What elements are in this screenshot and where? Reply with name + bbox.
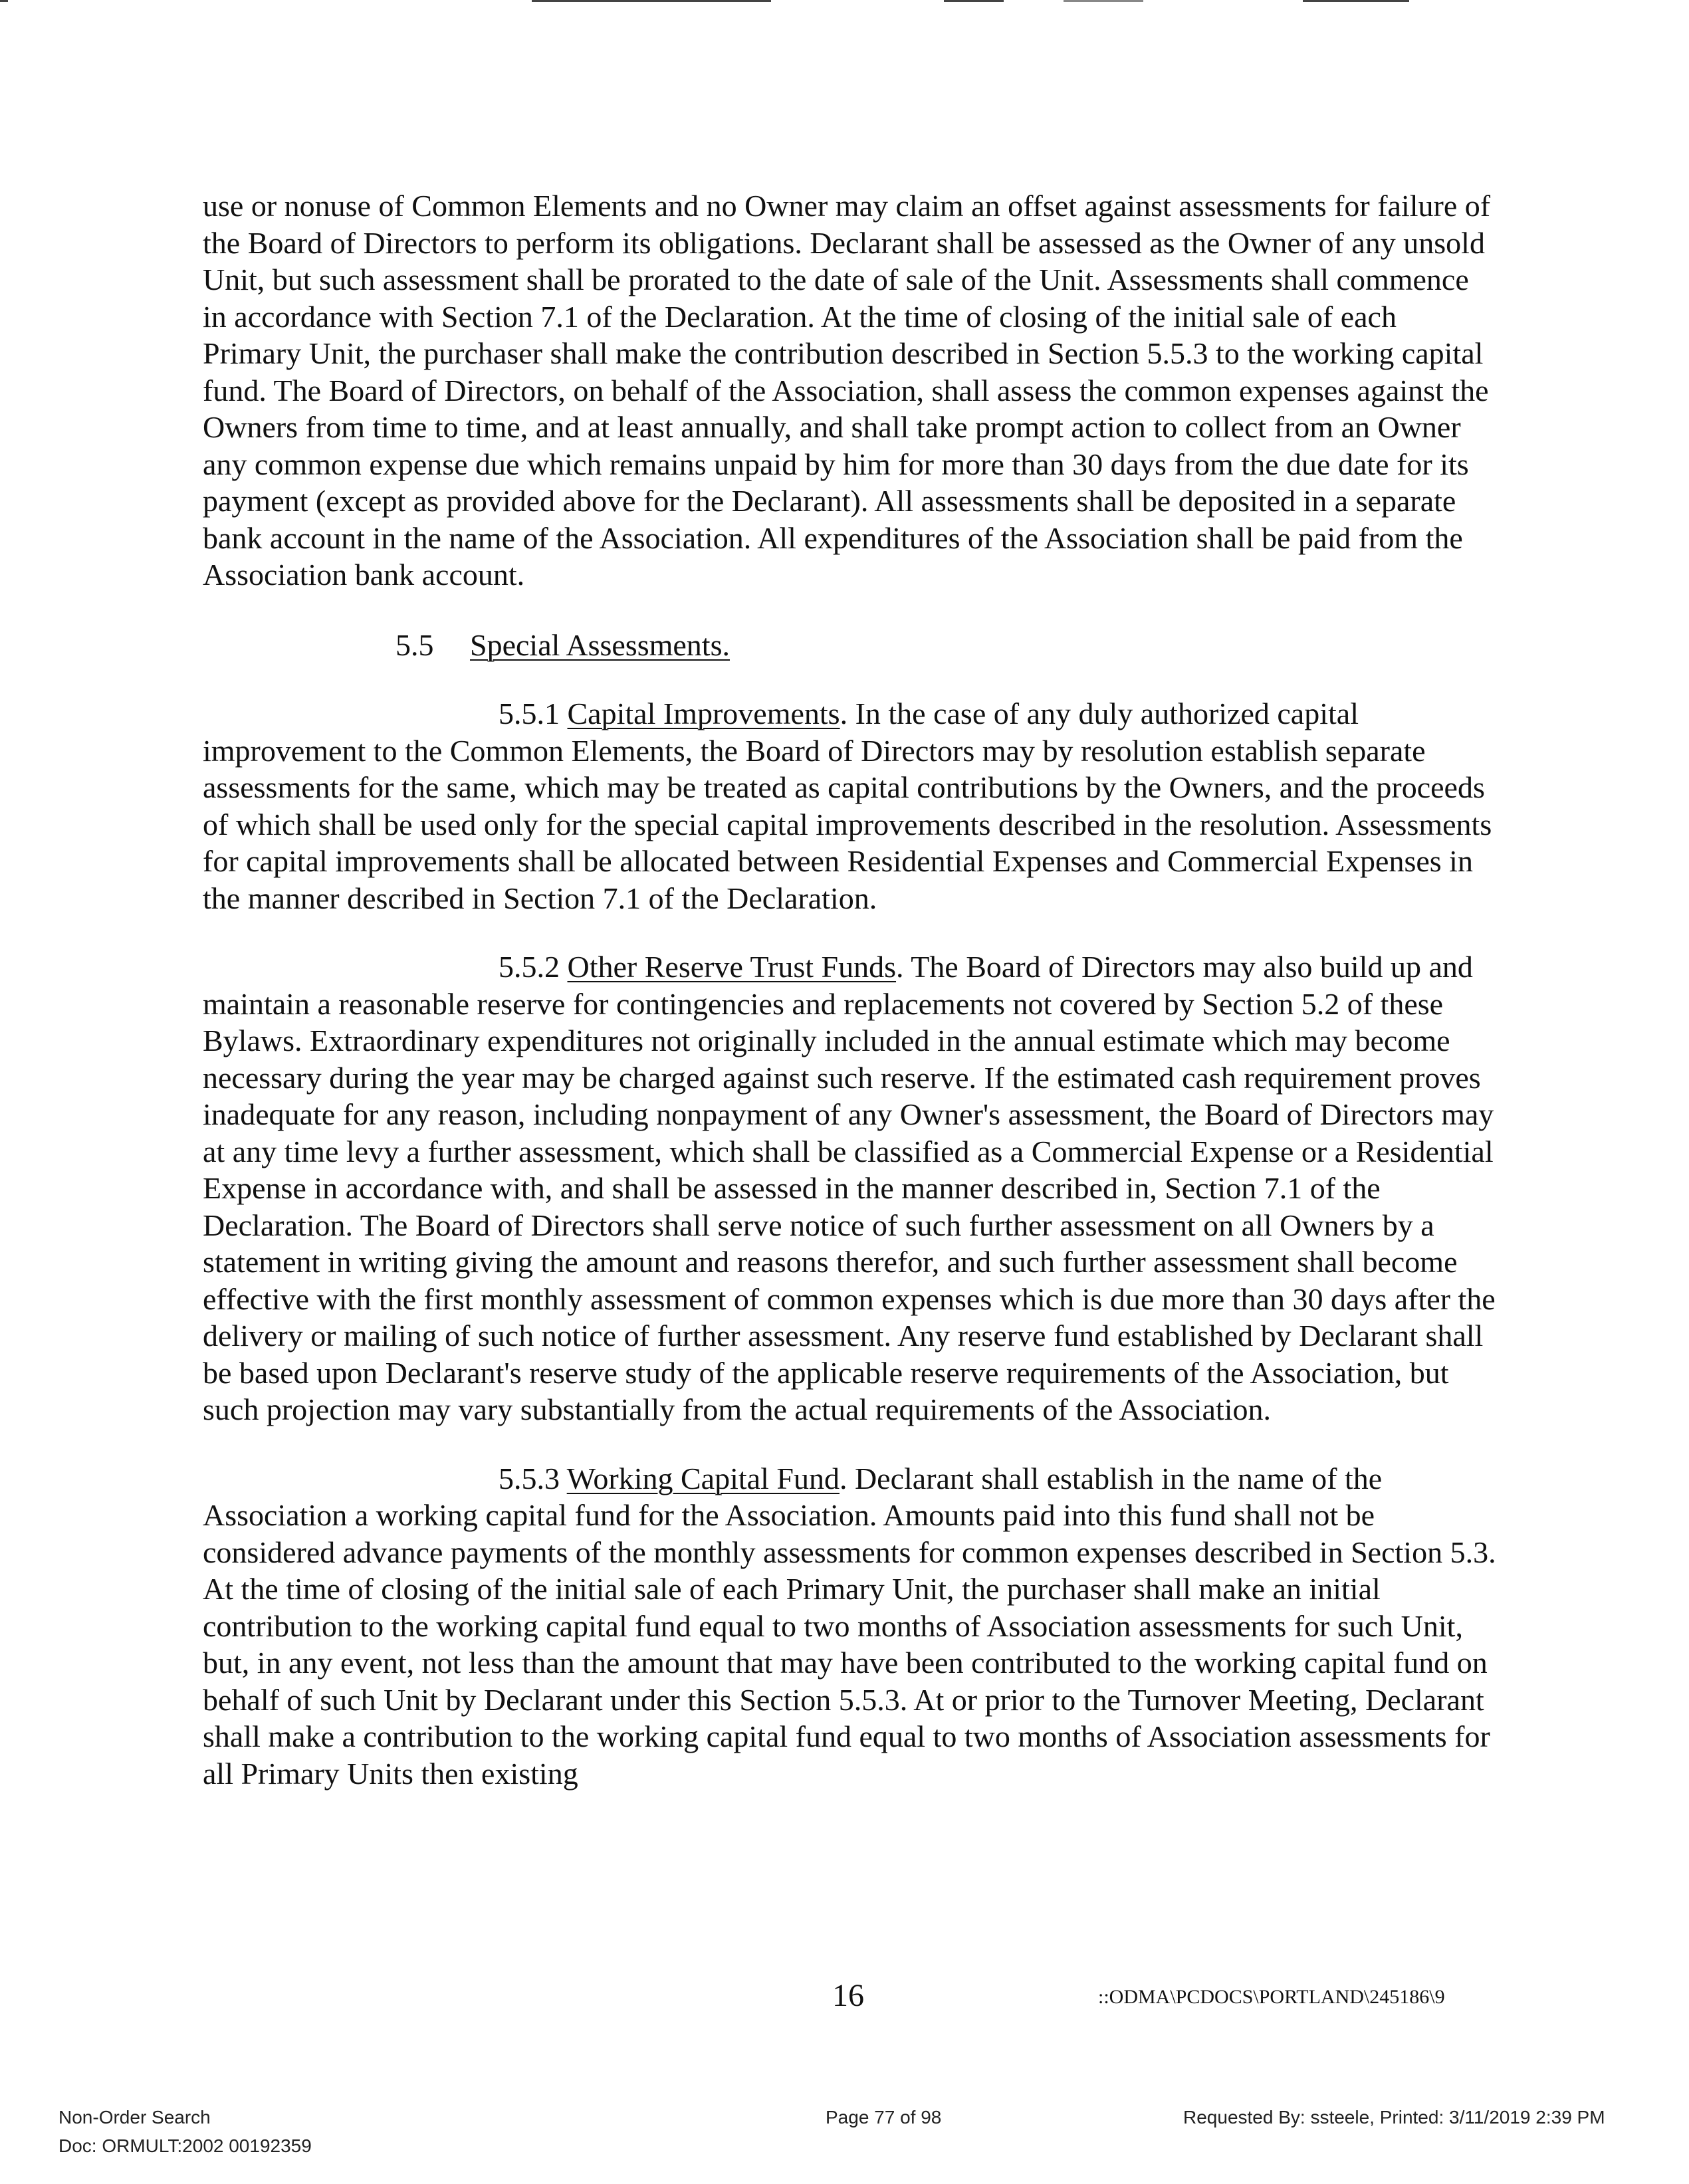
- scan-artifact-lines: [0, 0, 1689, 7]
- section-heading-5-5: [203, 627, 1499, 664]
- search-type-stamp: Non-Order Search: [58, 2107, 211, 2128]
- subsection-5-5-1: [203, 695, 1499, 917]
- subsection-body: . The Board of Directors may also build up and maintain a reasonable reserve for contingencies and replacements not covered by Section 5.2 of these Bylaws. Extraordinary expenditures not originally included in the annual estimate which may become necessary during the year may be charged against such reserve. If the estimated cash requirement proves inadequate for any reason, including nonpayment of any Owner's assessment, the Board of Directors may at any time levy a further assessment, which shall be classified as a Commercial Expense or a Residential Expense in accordance with, and shall be assessed in the manner described in, Section 7.1 of the Declaration. The Board of Directors shall serve notice of such further assessment on all Owners by a statement in writing giving the amount and reasons therefor, and such further assessment shall become effective with the first monthly assessment of common expenses which is due more than 30 days after the delivery or mailing of such notice of further assessment. Any reserve fund established by Declarant shall be based upon Declarant's reserve study of the applicable reserve requirements of the Association, but such projection may vary substantially from the actual requirements of the Association.: [203, 950, 1496, 1426]
- subsection-5-5-3: [203, 1460, 1499, 1793]
- subsection-title: Other Reserve Trust Funds: [567, 950, 897, 984]
- subsection-5-5-2: [203, 948, 1499, 1428]
- subsection-number: 5.5.2: [499, 950, 560, 984]
- doc-id-stamp: Doc: ORMULT:2002 00192359: [58, 2135, 312, 2156]
- subsection-number: 5.5.1: [499, 697, 560, 730]
- section-number: 5.5: [395, 627, 434, 662]
- document-body: [203, 187, 1499, 1824]
- subsection-body: . Declarant shall establish in the name of the Association a working capital fund for the Association. Amounts paid into this fund shall not be considered advance payments of the monthly assessments for common expenses described in Section 5.3. At the time of closing of the initial sale of each Primary Unit, the purchaser shall make an initial contribution to the working capital fund equal to two months of Association assessments for such Unit, but, in any event, not less than the amount that may have been contributed to the working capital fund on behalf of such Unit by Declarant under this Section 5.5.3. At or prior to the Turnover Meeting, Declarant shall make a contribution to the working capital fund equal to two months of Association assessments for all Primary Units then existing: [203, 1461, 1496, 1791]
- requested-by-stamp: Requested By: ssteele, Printed: 3/11/2019 2:39 PM: [1183, 2107, 1605, 2128]
- page-count-stamp: Page 77 of 98: [826, 2107, 942, 2128]
- paragraph-assessment-continuation: use or nonuse of Common Elements and no Owner may claim an offset against assessments for failure of the Board of Directors to perform its obligations. Declarant shall be assessed as the Owner of any unsold Unit, but such assessment shall be prorated to the date of sale of the Unit. Assessments shall commence in accordance with Section 7.1 of the Declaration. At the time of closing of the initial sale of each Primary Unit, the purchaser shall make the contribution described in Section 5.5.3 to the working capital fund. The Board of Directors, on behalf of the Association, shall assess the common expenses against the Owners from time to time, and at least annually, and shall take prompt action to collect from an Owner any common expense due which remains unpaid by him for more than 30 days from the due date for its payment (except as provided above for the Declarant). All assessments shall be deposited in a separate bank account in the name of the Association. All expenditures of the Association shall be paid from the Association bank account.: [203, 189, 1491, 592]
- page-number: 16: [832, 1978, 864, 2013]
- subsection-body: . In the case of any duly authorized capital improvement to the Common Elements, the Board of Directors may by resolution establish separate assessments for the same, which may be treated as capital contributions by the Owners, and the proceeds of which shall be used only for the special capital improvements described in the resolution. Assessments for capital improvements shall be allocated between Residential Expenses and Commercial Expenses in the manner described in Section 7.1 of the Declaration.: [203, 697, 1492, 915]
- section-title: Special Assessments.: [470, 627, 730, 662]
- subsection-title: Working Capital Fund: [566, 1461, 840, 1495]
- subsection-number: 5.5.3: [499, 1461, 560, 1495]
- document-path: ::ODMA\PCDOCS\PORTLAND\245186\9: [1098, 1986, 1445, 2008]
- subsection-title: Capital Improvements: [567, 697, 840, 730]
